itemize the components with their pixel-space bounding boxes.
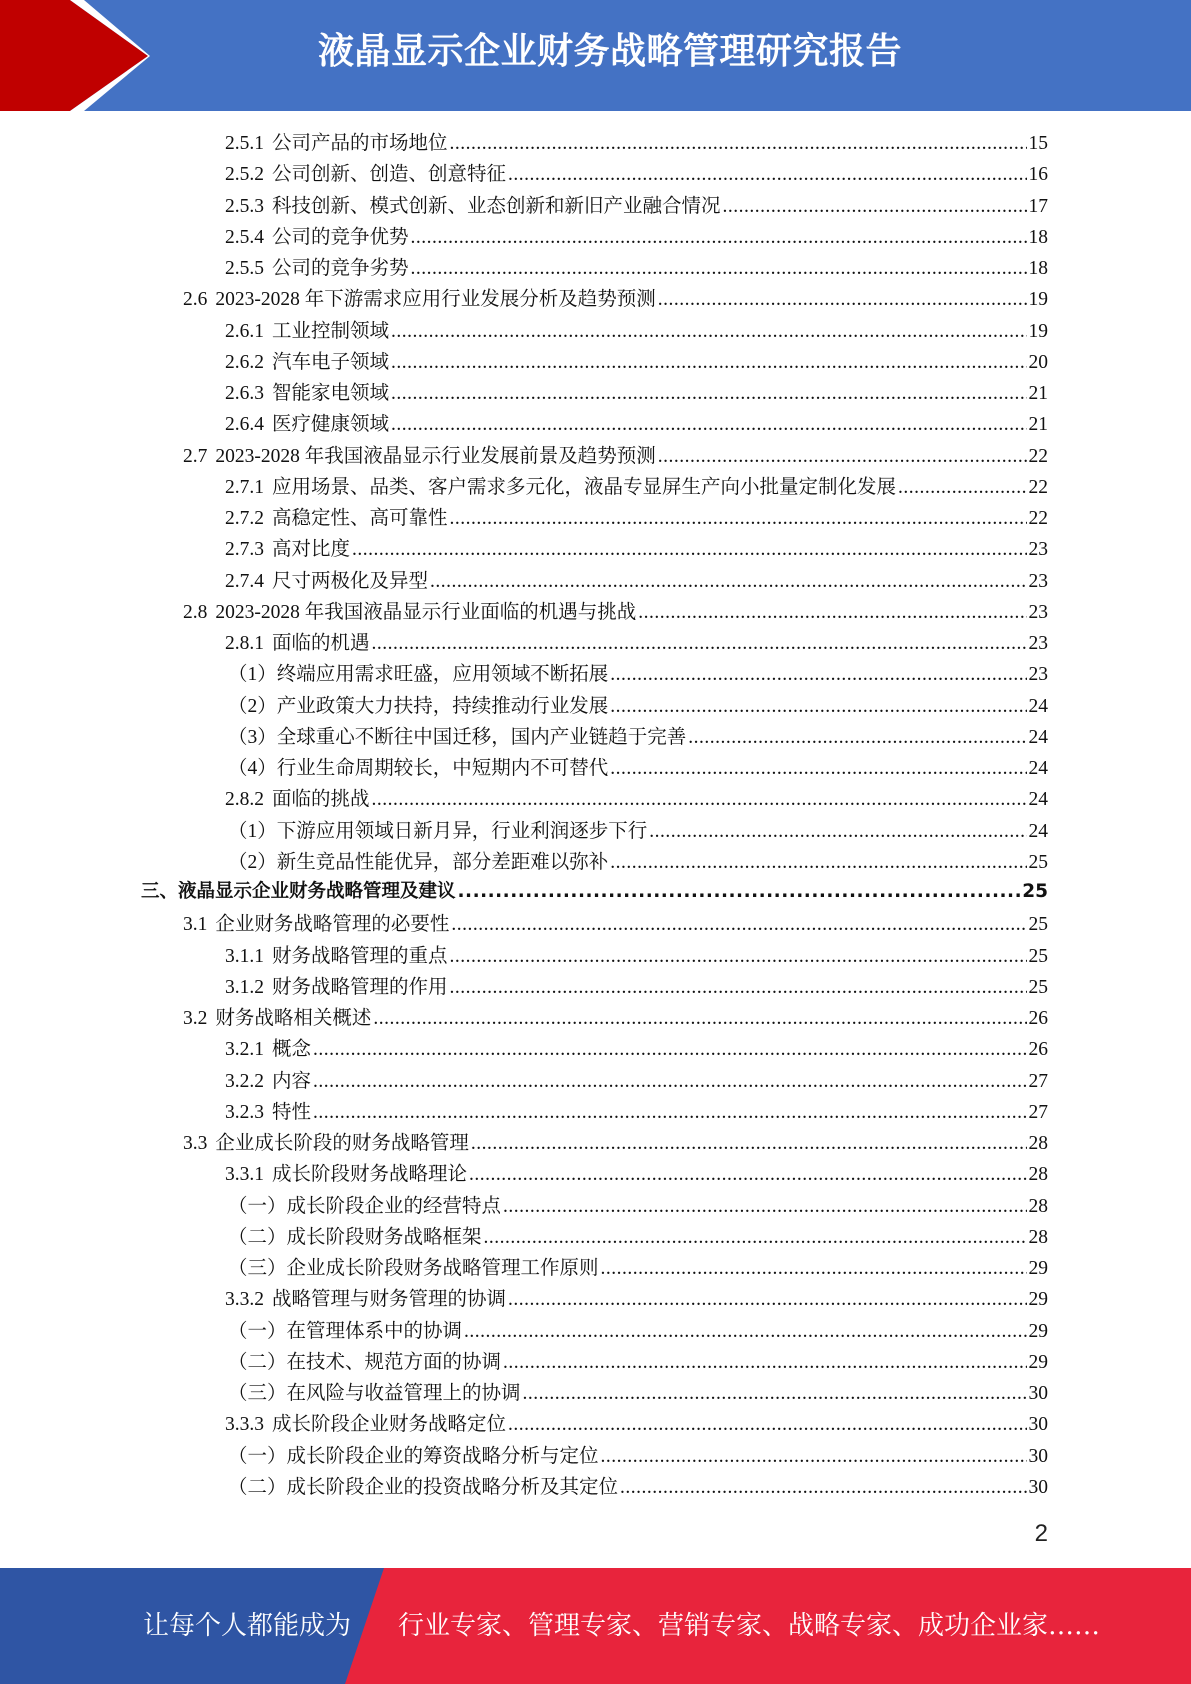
- toc-entry-label: [225, 315, 389, 343]
- toc-entry-number: 2.6: [183, 289, 208, 311]
- toc-entry[interactable]: [225, 1283, 1048, 1314]
- toc-entry-label: [225, 471, 896, 499]
- toc-entry-page: 25: [1028, 914, 1048, 936]
- toc-entry-label: [228, 815, 647, 843]
- toc-entry-number: 3.3.3: [225, 1414, 264, 1436]
- toc-entry-page: 26: [1028, 1008, 1048, 1029]
- toc-dot-leader: [372, 633, 1027, 655]
- toc-entry-label: [225, 783, 370, 811]
- toc-entry-page: 25: [1022, 881, 1048, 902]
- toc-entry[interactable]: [225, 971, 1048, 1002]
- toc-entry-number: 2.7.3: [225, 539, 264, 561]
- toc-entry-text: 战略管理与财务管理的协调: [272, 1289, 507, 1311]
- toc-dot-leader: [508, 1289, 1026, 1311]
- toc-entry-label: [225, 1096, 311, 1124]
- toc-entry-page: 22: [1028, 476, 1048, 498]
- toc-dot-leader: [723, 196, 1027, 218]
- toc-entry-label: [225, 1408, 506, 1436]
- toc-entry[interactable]: [225, 190, 1048, 221]
- toc-entry-text: （三）企业成长阶段财务战略管理工作原则: [228, 1258, 599, 1279]
- toc-entry[interactable]: [183, 440, 1048, 471]
- toc-entry[interactable]: [183, 596, 1048, 627]
- toc-entry-label: [183, 908, 449, 936]
- toc-entry-page: 22: [1028, 445, 1048, 467]
- toc-entry-number: 3.3: [183, 1133, 208, 1154]
- toc-entry-number: 3.1.2: [225, 976, 264, 998]
- toc-entry-label: [183, 1127, 469, 1155]
- toc-entry-text: 公司产品的市场地位: [272, 133, 448, 154]
- toc-entry-text: 面临的挑战: [272, 789, 370, 811]
- toc-entry-text: （二）在技术、规范方面的协调: [228, 1351, 502, 1373]
- toc-dot-leader: [451, 914, 1026, 936]
- toc-entry-page: 28: [1028, 1164, 1048, 1186]
- toc-entry[interactable]: [228, 1346, 1048, 1377]
- toc-dot-leader: [658, 446, 1027, 468]
- toc-entry-label: [228, 846, 608, 874]
- toc-entry-page: 19: [1028, 289, 1048, 311]
- toc-entry-label: [225, 1065, 311, 1093]
- toc-entry[interactable]: [228, 690, 1048, 721]
- toc-entry[interactable]: [225, 408, 1048, 439]
- toc-entry[interactable]: [183, 283, 1048, 314]
- toc-entry-text: 科技创新、模式创新、业态创新和新旧产业融合情况: [272, 195, 721, 217]
- toc-entry-page: 20: [1028, 351, 1048, 373]
- toc-entry-page: 27: [1028, 1070, 1048, 1092]
- toc-entry-page: 29: [1028, 1351, 1048, 1373]
- toc-dot-leader: [484, 1227, 1027, 1249]
- toc-entry-text: 内容: [272, 1070, 312, 1092]
- page-header: [0, 0, 1191, 111]
- toc-entry-number: 3.2.3: [225, 1101, 264, 1123]
- toc-entry-label: [228, 1190, 501, 1218]
- toc-entry-page: 25: [1028, 851, 1048, 873]
- toc-entry[interactable]: [228, 658, 1048, 689]
- toc-dot-leader: [601, 1258, 1027, 1280]
- page-number: 2: [1034, 1520, 1048, 1547]
- toc-entry-text: 公司的竞争优势: [272, 226, 409, 248]
- toc-entry-label: [183, 596, 636, 624]
- toc-entry[interactable]: [183, 1002, 1048, 1033]
- toc-entry-page: 21: [1028, 383, 1048, 404]
- toc-entry[interactable]: [141, 877, 1048, 908]
- toc-entry-text: 企业财务战略管理的必要性: [215, 914, 450, 936]
- toc-entry-page: 23: [1028, 664, 1048, 686]
- toc-entry-label: [225, 1158, 467, 1186]
- toc-dot-leader: [450, 977, 1027, 999]
- toc-dot-leader: [638, 602, 1026, 624]
- toc-dot-leader: [610, 696, 1026, 718]
- toc-entry-number: 3.3.2: [225, 1289, 264, 1311]
- toc-entry[interactable]: [225, 158, 1048, 189]
- toc-entry-label: [225, 158, 506, 186]
- toc-dot-leader: [411, 227, 1027, 249]
- toc-entry-page: 21: [1028, 414, 1048, 436]
- toc-entry-label: [228, 658, 608, 686]
- toc-entry-text: 财务战略管理的作用: [272, 976, 448, 998]
- toc-entry-number: 2.8.1: [225, 633, 264, 654]
- toc-entry-page: 24: [1028, 820, 1048, 842]
- toc-entry-number: 2.5.4: [225, 226, 264, 248]
- toc-entry-number: 2.5.5: [225, 258, 264, 279]
- toc-entry[interactable]: [183, 908, 1048, 939]
- toc-entry-label: [225, 408, 389, 436]
- toc-dot-leader: [649, 821, 1026, 843]
- toc-entry-text: 概念: [272, 1039, 312, 1061]
- toc-entry-text: 三、液晶显示企业财务战略管理及建议: [141, 881, 456, 902]
- toc-dot-leader: [391, 352, 1026, 374]
- toc-entry-text: 特性: [272, 1101, 312, 1123]
- toc-dot-leader: [352, 539, 1026, 561]
- toc-entry-label: [183, 1002, 371, 1030]
- toc-entry[interactable]: [225, 127, 1048, 158]
- toc-entry-number: 3.2.1: [225, 1039, 264, 1061]
- toc-entry-text: 2023-2028 年下游需求应用行业发展分析及趋势预测: [215, 289, 656, 311]
- toc-entry[interactable]: [225, 1408, 1048, 1439]
- toc-entry-number: 2.8: [183, 601, 208, 623]
- toc-entry-page: 30: [1028, 1414, 1048, 1436]
- toc-entry[interactable]: [228, 721, 1048, 752]
- toc-entry-text: 2023-2028 年我国液晶显示行业发展前景及趋势预测: [215, 445, 656, 467]
- toc-entry-label: [141, 877, 456, 903]
- toc-dot-leader: [391, 414, 1026, 436]
- toc-entry-text: （三）在风险与收益管理上的协调: [228, 1383, 521, 1404]
- page-footer: [0, 1568, 1191, 1684]
- toc-dot-leader: [523, 1383, 1027, 1405]
- toc-entry-page: 18: [1028, 258, 1048, 279]
- toc-entry-text: （二）成长阶段企业的投资战略分析及其定位: [228, 1476, 619, 1498]
- toc-entry-text: 公司创新、创造、创意特征: [272, 164, 507, 186]
- toc-entry[interactable]: [225, 346, 1048, 377]
- toc-dot-leader: [372, 789, 1027, 811]
- toc-entry-label: [225, 533, 350, 561]
- toc-entry-label: [183, 440, 656, 468]
- toc-entry-text: 企业成长阶段的财务战略管理: [215, 1133, 469, 1154]
- toc-entry-label: [228, 1471, 618, 1499]
- toc-entry-page: 28: [1028, 1226, 1048, 1248]
- toc-entry[interactable]: [225, 252, 1048, 283]
- toc-entry-number: 2.7.4: [225, 570, 264, 592]
- toc-entry-page: 28: [1028, 1195, 1048, 1217]
- toc-entry[interactable]: [225, 940, 1048, 971]
- toc-entry-page: 25: [1028, 976, 1048, 998]
- toc-dot-leader: [601, 1446, 1027, 1468]
- toc-dot-leader: [450, 133, 1027, 155]
- toc-entry-label: [225, 346, 389, 374]
- toc-entry-label: [228, 690, 608, 718]
- toc-entry-page: 29: [1028, 1320, 1048, 1342]
- toc-dot-leader: [508, 1414, 1026, 1436]
- toc-entry-label: [225, 377, 389, 405]
- toc-dot-leader: [391, 321, 1026, 343]
- toc-entry-text: 智能家电领域: [272, 383, 390, 404]
- toc-entry[interactable]: [228, 1377, 1048, 1408]
- toc-dot-leader: [471, 1133, 1027, 1155]
- toc-entry[interactable]: [228, 815, 1048, 846]
- toc-dot-leader: [430, 571, 1026, 593]
- toc-entry[interactable]: [225, 315, 1048, 346]
- toc-entry-text: 财务战略相关概述: [215, 1008, 372, 1029]
- toc-entry-number: 3.1.1: [225, 945, 264, 967]
- toc-entry-text: 成长阶段财务战略理论: [272, 1164, 468, 1186]
- toc-entry[interactable]: [228, 752, 1048, 783]
- toc-entry-text: （一）在管理体系中的协调: [228, 1320, 463, 1342]
- toc-entry-text: （2）产业政策大力扶持，持续推动行业发展: [228, 695, 609, 717]
- toc-dot-leader: [464, 1321, 1026, 1343]
- toc-entry-page: 16: [1028, 164, 1048, 186]
- toc-entry-label: [228, 752, 608, 780]
- report-title: 液晶显示企业财务战略管理研究报告: [318, 31, 903, 72]
- toc-entry-number: 2.5.3: [225, 195, 264, 217]
- toc-entry-page: 28: [1028, 1133, 1048, 1154]
- toc-entry-number: 2.6.4: [225, 414, 264, 436]
- toc-entry-text: 高对比度: [272, 539, 351, 561]
- toc-entry-label: [225, 1283, 506, 1311]
- toc-entry[interactable]: [228, 846, 1048, 877]
- toc-entry-label: [225, 940, 448, 968]
- toc-entry-label: [225, 221, 409, 249]
- toc-dot-leader: [503, 1196, 1026, 1218]
- toc-entry-label: [225, 190, 721, 218]
- footer-slogan-right: 行业专家、管理专家、营销专家、战略专家、成功企业家……: [398, 1611, 1101, 1641]
- toc-entry-text: （二）成长阶段财务战略框架: [228, 1226, 482, 1248]
- toc-entry-page: 30: [1028, 1445, 1048, 1467]
- toc-entry[interactable]: [225, 1096, 1048, 1127]
- toc-entry[interactable]: [225, 1033, 1048, 1064]
- toc-entry-text: （3）全球重心不断往中国迁移，国内产业链趋于完善: [228, 726, 687, 748]
- toc-entry[interactable]: [225, 1158, 1048, 1189]
- toc-entry-page: 17: [1028, 195, 1048, 217]
- toc-entry-page: 30: [1028, 1476, 1048, 1498]
- toc-entry-text: （一）成长阶段企业的经营特点: [228, 1195, 502, 1217]
- toc-entry-text: 尺寸两极化及异型: [272, 570, 429, 592]
- toc-entry-text: （4）行业生命周期较长，中短期内不可替代: [228, 758, 609, 779]
- toc-entry-page: 18: [1028, 226, 1048, 248]
- toc-entry-text: 财务战略管理的重点: [272, 945, 448, 967]
- toc-entry-text: 公司的竞争劣势: [272, 258, 409, 279]
- toc-entry[interactable]: [228, 1190, 1048, 1221]
- toc-entry-label: [225, 971, 448, 999]
- toc-entry-label: [225, 252, 409, 280]
- toc-dot-leader: [313, 1102, 1026, 1124]
- toc-entry-label: [225, 127, 448, 155]
- toc-entry-number: 3.1: [183, 914, 208, 936]
- toc-dot-leader: [620, 1477, 1026, 1499]
- toc-entry[interactable]: [228, 1252, 1048, 1283]
- toc-entry-label: [228, 1440, 599, 1468]
- toc-dot-leader: [503, 1352, 1026, 1374]
- footer-slogan-left: 让每个人都能成为: [143, 1611, 352, 1641]
- toc-entry-page: 23: [1028, 570, 1048, 592]
- toc-dot-leader: [688, 727, 1026, 749]
- toc-entry-page: 24: [1028, 726, 1048, 748]
- toc-entry-page: 27: [1028, 1101, 1048, 1123]
- toc-entry-text: 高稳定性、高可靠性: [272, 508, 448, 529]
- toc-entry[interactable]: [225, 1065, 1048, 1096]
- toc-entry-text: 成长阶段企业财务战略定位: [272, 1414, 507, 1436]
- toc-entry[interactable]: [228, 1221, 1048, 1252]
- toc-entry-label: [225, 627, 370, 655]
- toc-entry-label: [228, 1221, 482, 1249]
- toc-entry-label: [183, 283, 656, 311]
- toc-dot-leader: [610, 664, 1026, 686]
- toc-entry-page: 29: [1028, 1258, 1048, 1279]
- toc-entry[interactable]: [225, 627, 1048, 658]
- toc-dot-leader: [469, 1164, 1026, 1186]
- toc-entry-page: 24: [1028, 695, 1048, 717]
- toc-entry-label: [228, 1315, 462, 1343]
- toc-entry-page: 19: [1028, 320, 1048, 342]
- toc-entry-number: 2.7.1: [225, 476, 264, 498]
- toc-entry[interactable]: [225, 502, 1048, 533]
- toc-dot-leader: [411, 258, 1027, 280]
- toc-entry-number: 3.2: [183, 1008, 208, 1029]
- toc-entry-number: 2.5.2: [225, 164, 264, 186]
- toc-dot-leader: [508, 164, 1026, 186]
- toc-dot-leader: [658, 289, 1027, 311]
- toc-entry-label: [228, 1252, 599, 1280]
- toc-dot-leader: [610, 758, 1026, 780]
- toc-entry[interactable]: [225, 533, 1048, 564]
- toc-entry-label: [228, 721, 686, 749]
- toc-entry-page: 24: [1028, 789, 1048, 811]
- toc-entry-page: 15: [1028, 133, 1048, 154]
- toc-entry-page: 22: [1028, 508, 1048, 529]
- toc-dot-leader: [450, 508, 1027, 530]
- toc-entry-text: 汽车电子领域: [272, 351, 390, 373]
- toc-entry[interactable]: [228, 1471, 1048, 1502]
- toc-entry-text: （1）终端应用需求旺盛，应用领域不断拓展: [228, 664, 609, 686]
- toc-entry-page: 25: [1028, 945, 1048, 967]
- toc-entry[interactable]: [225, 471, 1048, 502]
- toc-entry-number: 3.2.2: [225, 1070, 264, 1092]
- toc-entry-label: [225, 565, 428, 593]
- toc-entry-page: 30: [1028, 1383, 1048, 1404]
- toc-entry-page: 23: [1028, 539, 1048, 561]
- toc-entry-page: 23: [1028, 601, 1048, 623]
- toc-dot-leader: [313, 1071, 1026, 1093]
- toc-dot-leader: [373, 1008, 1026, 1030]
- toc-entry[interactable]: [225, 783, 1048, 814]
- toc-entry-number: 2.8.2: [225, 789, 264, 811]
- toc-entry-text: 工业控制领域: [272, 320, 390, 342]
- toc-entry-page: 23: [1028, 633, 1048, 654]
- toc-entry-page: 24: [1028, 758, 1048, 779]
- toc-entry[interactable]: [225, 221, 1048, 252]
- toc-dot-leader: [450, 946, 1027, 968]
- toc-entry-text: 应用场景、品类、客户需求多元化，液晶专显屏生产向小批量定制化发展: [272, 476, 897, 498]
- toc-entry-number: 2.6.1: [225, 320, 264, 342]
- toc-entry[interactable]: [225, 377, 1048, 408]
- toc-entry-number: 2.7.2: [225, 508, 264, 529]
- toc-dot-leader: [391, 383, 1026, 405]
- toc-entry[interactable]: [228, 1440, 1048, 1471]
- toc-entry-number: 2.6.2: [225, 351, 264, 373]
- toc-entry-text: （2）新生竞品性能优异，部分差距难以弥补: [228, 851, 609, 873]
- toc-entry-text: 医疗健康领域: [272, 414, 390, 436]
- toc-dot-leader: [458, 881, 1021, 902]
- toc-entry-label: [228, 1346, 501, 1374]
- toc-entry-page: 29: [1028, 1289, 1048, 1311]
- toc-entry-number: 2.7: [183, 445, 208, 467]
- toc-entry-page: 26: [1028, 1039, 1048, 1061]
- toc-entry[interactable]: [228, 1315, 1048, 1346]
- toc-entry-text: 面临的机遇: [272, 633, 370, 654]
- toc-entry-label: [228, 1377, 521, 1405]
- toc-dot-leader: [898, 477, 1026, 499]
- toc-entry[interactable]: [225, 565, 1048, 596]
- toc-entry-text: 2023-2028 年我国液晶显示行业面临的机遇与挑战: [215, 601, 637, 623]
- toc-dot-leader: [610, 852, 1026, 874]
- toc-entry-number: 3.3.1: [225, 1164, 264, 1186]
- toc-entry[interactable]: [183, 1127, 1048, 1158]
- toc-entry-number: 2.6.3: [225, 383, 264, 404]
- toc-entry-text: （1）下游应用领域日新月异，行业利润逐步下行: [228, 820, 648, 842]
- toc-entry-text: （一）成长阶段企业的筹资战略分析与定位: [228, 1445, 599, 1467]
- toc-entry-number: 2.5.1: [225, 133, 264, 154]
- toc-entry-label: [225, 502, 448, 530]
- toc-dot-leader: [313, 1039, 1026, 1061]
- toc-entry-label: [225, 1033, 311, 1061]
